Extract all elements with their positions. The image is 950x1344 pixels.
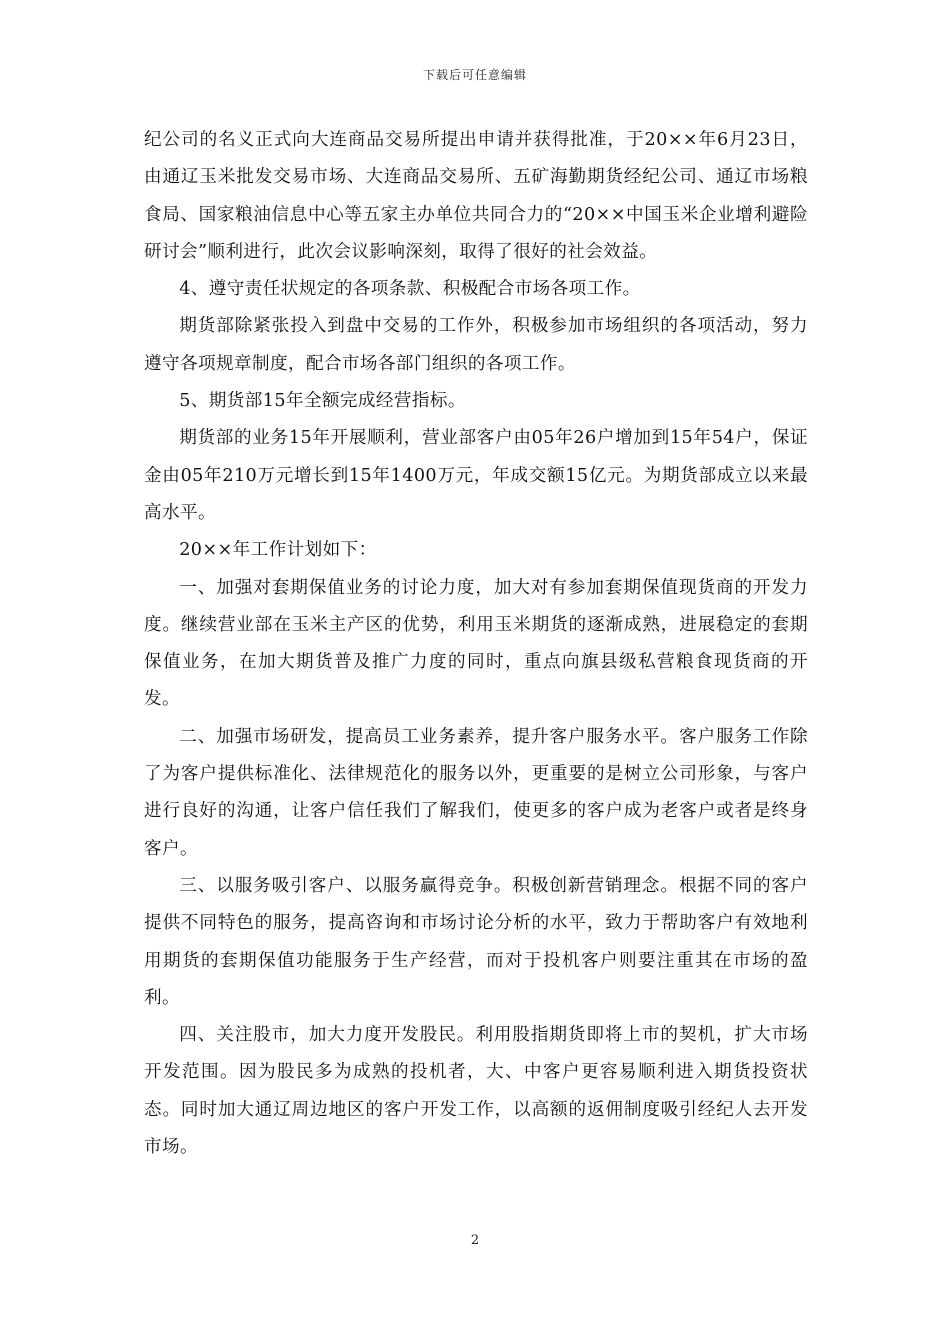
paragraph-plan-4: 四、关注股市，加大力度开发股民。利用股指期货即将上市的契机，扩大市场开发范围。因为股民多为成熟的投机者，大、中客户更容易顺利进入期货投资状态。同时加大通辽周边地区的客户开发工作，以高额的返佣制度吸引经纪人去开发市场。 — [144, 1025, 808, 1158]
paragraph-plan-1: 一、加强对套期保值业务的讨论力度，加大对有参加套期保值现货商的开发力度。继续营业部在玉米主产区的优势，利用玉米期货的逐渐成熟，进展稳定的套期保值业务，在加大期货普及推广力度的同时，重点向旗县级私营粮食现货商的开发。 — [144, 577, 808, 710]
paragraph-item-4-heading: 4、遵守责任状规定的各项条款、积极配合市场各项工作。 — [179, 279, 641, 300]
paragraph-item-4-body: 期货部除紧张投入到盘中交易的工作外，积极参加市场组织的各项活动，努力遵守各项规章制度，配合市场各部门组织的各项工作。 — [144, 316, 808, 374]
paragraph-continuation: 纪公司的名义正式向大连商品交易所提出申请并获得批准，于20××年6月23日，由通辽玉米批发交易市场、大连商品交易所、五矿海勤期货经纪公司、通辽市场粮食局、国家粮油信息中心等五家主办单位共同合力的“20××中国玉米企业增利避险研讨会”顺利进行，此次会议影响深刻，取得了很好的社会效益。 — [144, 130, 808, 262]
paragraph-plan-3: 三、以服务吸引客户、以服务赢得竞争。积极创新营销理念。根据不同的客户提供不同特色的服务，提高咨询和市场讨论分析的水平，致力于帮助客户有效地利用期货的套期保值功能服务于生产经营，而对于投机客户则要注重其在市场的盈利。 — [144, 875, 808, 1008]
paragraph-plan-intro: 20××年工作计划如下： — [179, 540, 377, 561]
paragraph-item-5-body: 期货部的业务15年开展顺利，营业部客户由05年26户增加到15年54户，保证金由05年210万元增长到15年1400万元，年成交额15亿元。为期货部成立以来最高水平。 — [144, 428, 808, 523]
paragraph-item-5-heading: 5、期货部15年全额完成经营指标。 — [179, 391, 466, 412]
page-header: 下载后可任意编辑 — [422, 68, 527, 82]
paragraph-plan-2: 二、加强市场研发，提高员工业务素养，提升客户服务水平。客户服务工作除了为客户提供标准化、法律规范化的服务以外，更重要的是树立公司形象，与客户进行良好的沟通，让客户信任我们了解我们，使更多的客户成为老客户或者是终身客户。 — [144, 726, 808, 859]
document-body — [144, 122, 808, 1166]
page-number: 2 — [470, 1233, 480, 1248]
